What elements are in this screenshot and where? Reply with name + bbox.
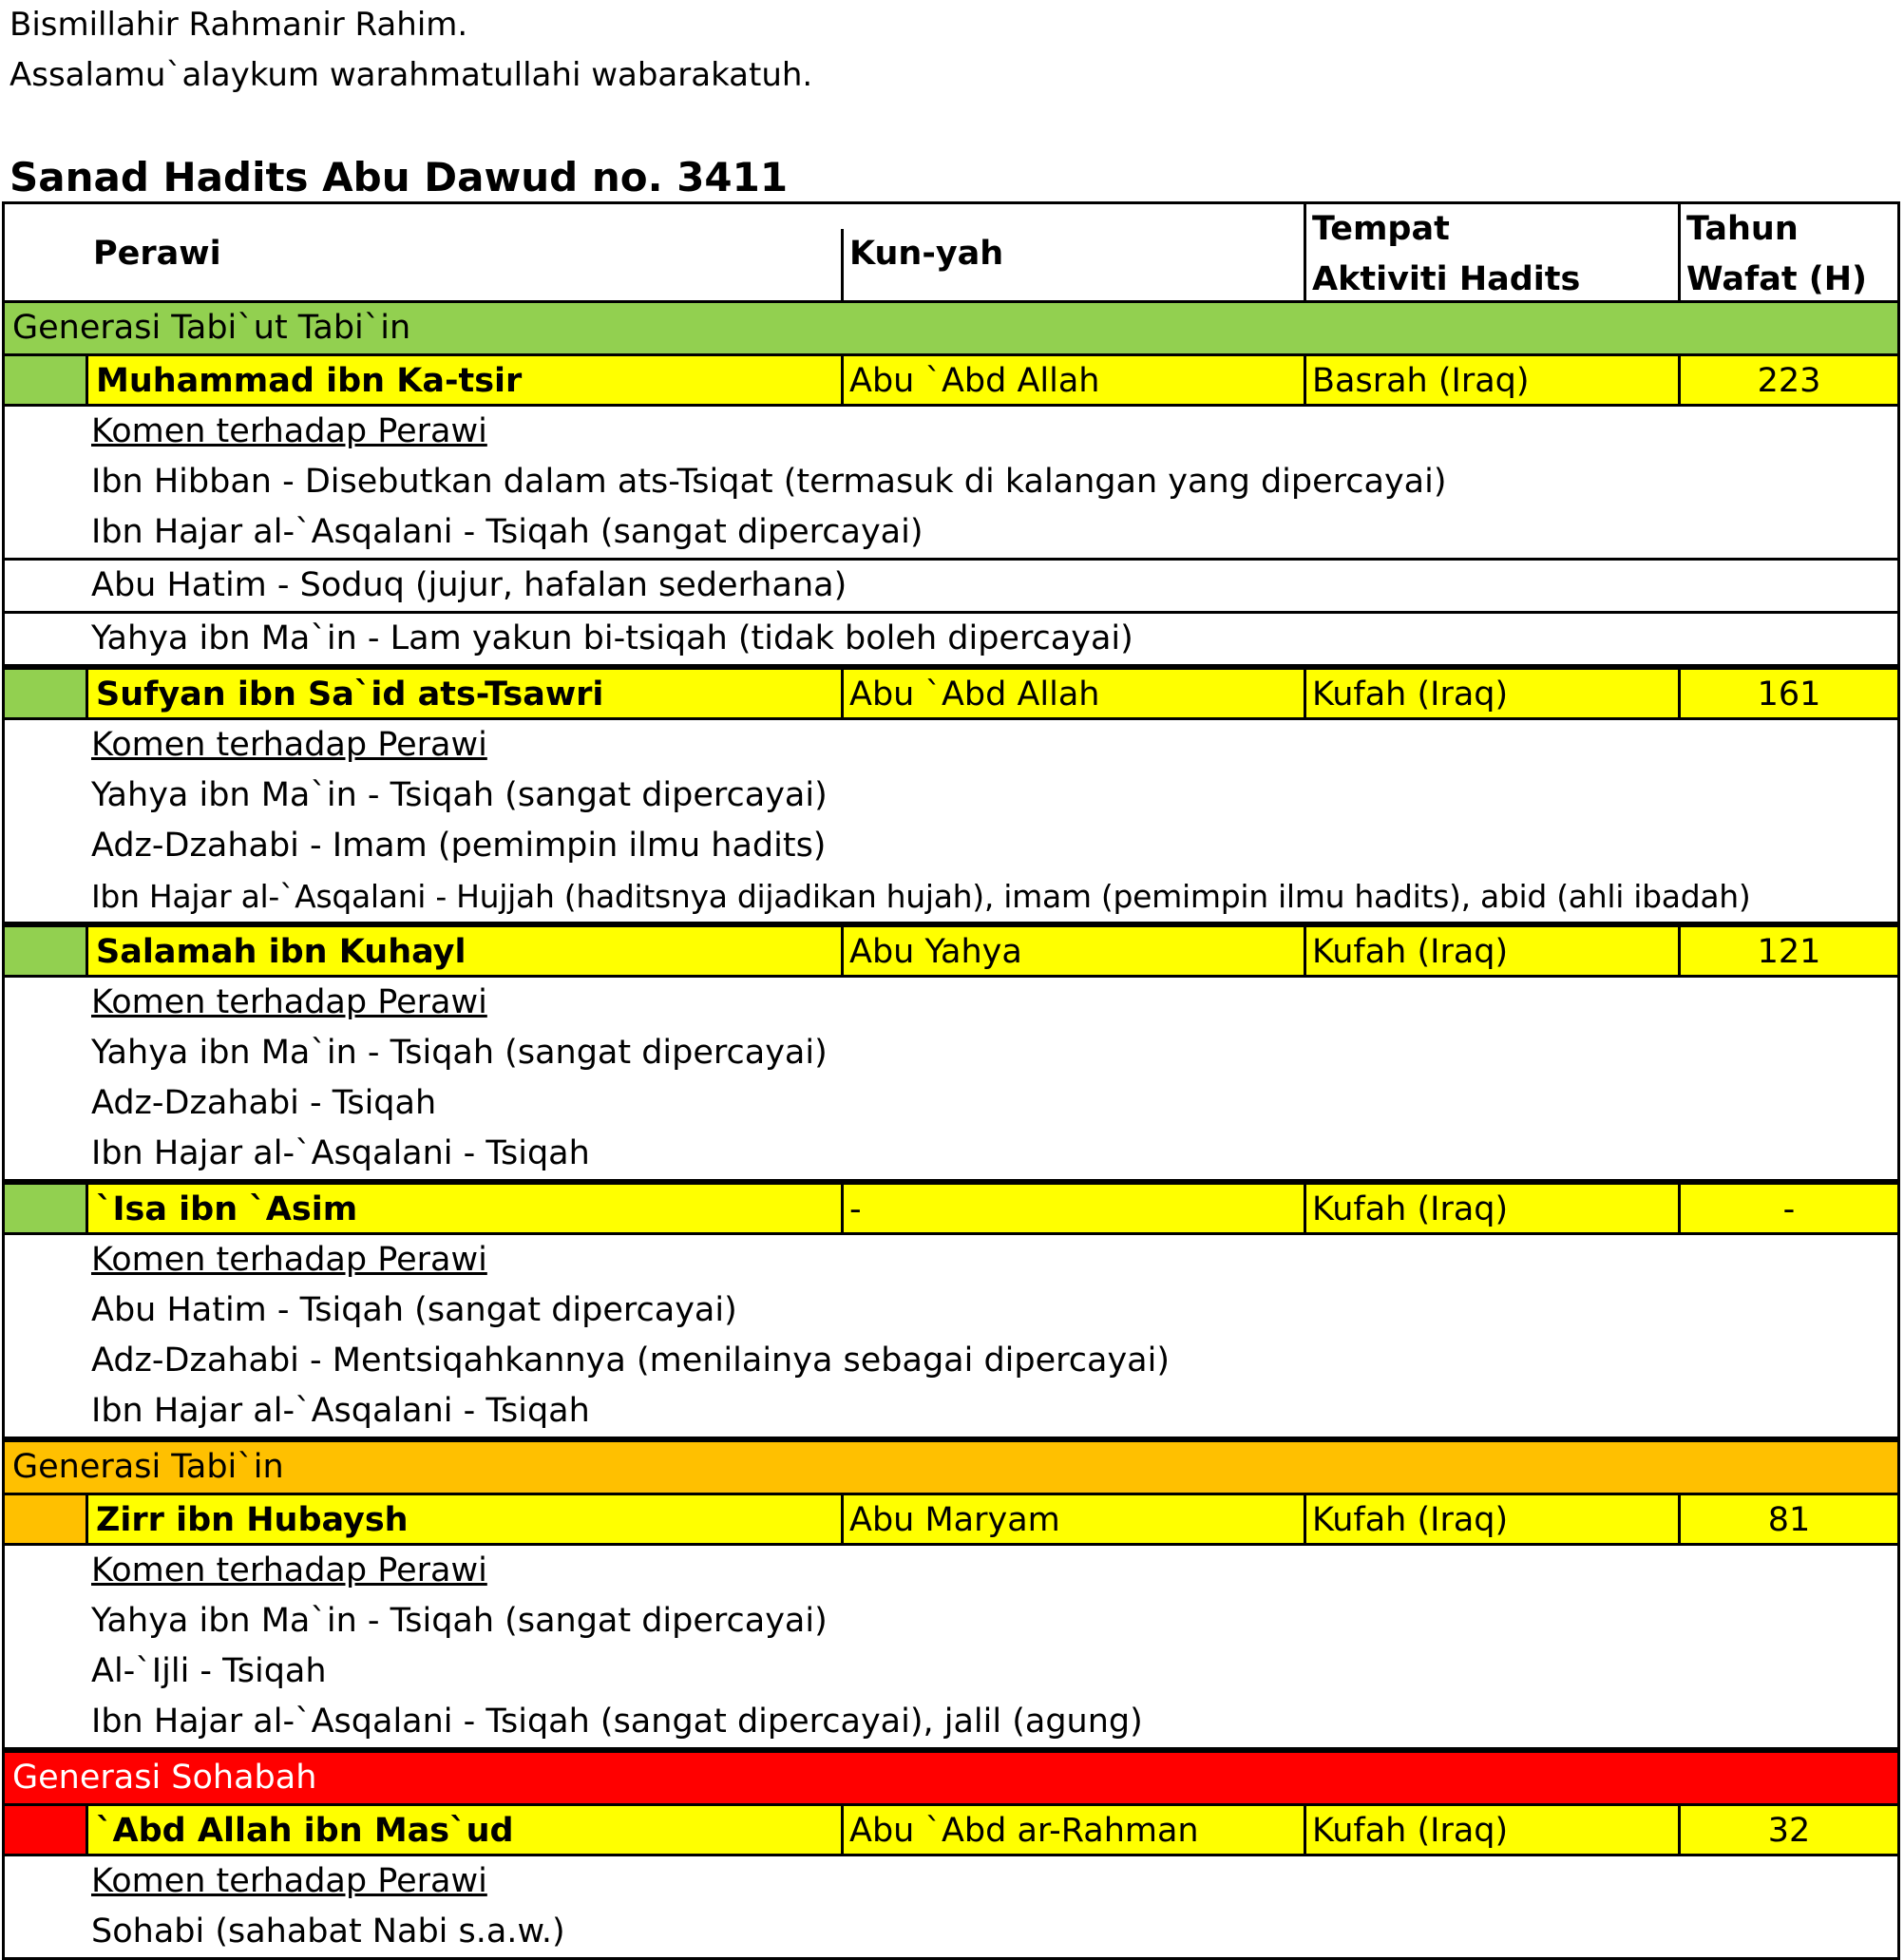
narrator-kunyah: Abu `Abd Allah	[841, 670, 1304, 717]
comment-line: Yahya ibn Ma`in - Lam yakun bi-tsiqah (tidak boleh dipercayai)	[5, 611, 1897, 664]
narrator-place: Basrah (Iraq)	[1304, 356, 1678, 404]
header-tempat-line1: Tempat	[1312, 210, 1450, 248]
comment-line: Yahya ibn Ma`in - Tsiqah (sangat dipercayai)	[91, 1602, 828, 1640]
narrator-name: Muhammad ibn Ka-tsir	[86, 356, 841, 404]
narrator-comments	[5, 720, 1897, 927]
narrator-row	[5, 1185, 1897, 1235]
narrator-year: 32	[1678, 1806, 1897, 1854]
narrator-kunyah: Abu `Abd Allah	[841, 356, 1304, 404]
narrator-kunyah: Abu Yahya	[841, 927, 1304, 975]
generation-marker	[5, 670, 86, 717]
comment-line: Ibn Hajar al-`Asqalani - Hujjah (haditsnya dijadikan hujah), imam (pemimpin ilmu hadits), abid (ahli ibadah)	[91, 878, 1751, 915]
comment-heading: Komen terhadap Perawi	[91, 1862, 487, 1900]
narrator-row	[5, 1495, 1897, 1546]
greeting-line-1: Bismillahir Rahmanir Rahim.	[10, 6, 468, 44]
generation-sohabah: Generasi Sohabah	[5, 1753, 1897, 1806]
header-tahun-line1: Tahun	[1686, 210, 1799, 248]
generation-marker	[5, 1185, 86, 1232]
narrator-year: 121	[1678, 927, 1897, 975]
narrator-name: `Isa ibn `Asim	[86, 1185, 841, 1232]
comment-heading: Komen terhadap Perawi	[91, 412, 487, 450]
header-tahun-line2: Wafat (H)	[1686, 260, 1868, 298]
narrator-place: Kufah (Iraq)	[1304, 927, 1678, 975]
comment-line: Yahya ibn Ma`in - Tsiqah (sangat dipercayai)	[91, 1034, 828, 1072]
comment-line: Ibn Hajar al-`Asqalani - Tsiqah (sangat dipercayai)	[91, 513, 923, 551]
sanad-table	[2, 201, 1900, 1960]
narrator-name: `Abd Allah ibn Mas`ud	[86, 1806, 841, 1854]
narrator-place: Kufah (Iraq)	[1304, 1495, 1678, 1543]
generation-marker	[5, 1495, 86, 1543]
narrator-row	[5, 927, 1897, 978]
generation-marker	[5, 356, 86, 404]
generation-marker	[5, 1806, 86, 1854]
header-tahun	[1678, 204, 1897, 300]
comment-line: Abu Hatim - Tsiqah (sangat dipercayai)	[91, 1291, 737, 1329]
narrator-name: Zirr ibn Hubaysh	[86, 1495, 841, 1543]
narrator-kunyah: Abu Maryam	[841, 1495, 1304, 1543]
comment-heading: Komen terhadap Perawi	[91, 983, 487, 1021]
table-header	[5, 204, 1897, 303]
comment-line: Al-`Ijli - Tsiqah	[91, 1652, 327, 1690]
header-tempat-line2: Aktiviti Hadits	[1312, 260, 1581, 298]
comment-line: Ibn Hajar al-`Asqalani - Tsiqah	[91, 1134, 590, 1172]
narrator-comments	[5, 978, 1897, 1185]
comment-line: Ibn Hajar al-`Asqalani - Tsiqah	[91, 1392, 590, 1430]
narrator-comments	[5, 1546, 1897, 1753]
generation-tabiut-tabiin: Generasi Tabi`ut Tabi`in	[5, 303, 1897, 356]
comment-line: Sohabi (sahabat Nabi s.a.w.)	[91, 1912, 565, 1950]
header-tempat	[1304, 204, 1678, 300]
header-perawi: Perawi	[93, 235, 221, 273]
narrator-kunyah: Abu `Abd ar-Rahman	[841, 1806, 1304, 1854]
comment-line: Adz-Dzahabi - Mentsiqahkannya (menilainya sebagai dipercayai)	[91, 1342, 1171, 1380]
narrator-kunyah: -	[841, 1185, 1304, 1232]
narrator-comments	[5, 407, 1897, 670]
comment-line: Ibn Hibban - Disebutkan dalam ats-Tsiqat (termasuk di kalangan yang dipercayai)	[91, 463, 1447, 501]
comment-heading: Komen terhadap Perawi	[91, 726, 487, 764]
narrator-year: -	[1678, 1185, 1897, 1232]
narrator-row	[5, 670, 1897, 720]
header-kunyah: Kun-yah	[841, 229, 1304, 300]
narrator-place: Kufah (Iraq)	[1304, 1806, 1678, 1854]
narrator-place: Kufah (Iraq)	[1304, 1185, 1678, 1232]
comment-line: Abu Hatim - Soduq (jujur, hafalan sederhana)	[5, 558, 1897, 611]
narrator-year: 223	[1678, 356, 1897, 404]
comment-line: Ibn Hajar al-`Asqalani - Tsiqah (sangat dipercayai), jalil (agung)	[91, 1703, 1143, 1741]
narrator-row	[5, 356, 1897, 407]
narrator-comments	[5, 1856, 1897, 1957]
comment-heading: Komen terhadap Perawi	[91, 1551, 487, 1589]
narrator-year: 161	[1678, 670, 1897, 717]
narrator-row	[5, 1806, 1897, 1856]
comment-line: Adz-Dzahabi - Tsiqah	[91, 1084, 437, 1122]
page-title: Sanad Hadits Abu Dawud no. 3411	[10, 154, 789, 200]
comment-line: Adz-Dzahabi - Imam (pemimpin ilmu hadits)	[91, 827, 827, 865]
comment-heading: Komen terhadap Perawi	[91, 1241, 487, 1279]
comment-line: Yahya ibn Ma`in - Tsiqah (sangat dipercayai)	[91, 776, 828, 814]
generation-tabiin: Generasi Tabi`in	[5, 1442, 1897, 1495]
narrator-place: Kufah (Iraq)	[1304, 670, 1678, 717]
narrator-comments	[5, 1235, 1897, 1442]
narrator-name: Sufyan ibn Sa`id ats-Tsawri	[86, 670, 841, 717]
generation-marker	[5, 927, 86, 975]
narrator-year: 81	[1678, 1495, 1897, 1543]
greeting-line-2: Assalamu`alaykum warahmatullahi wabarakatuh.	[10, 56, 813, 94]
narrator-name: Salamah ibn Kuhayl	[86, 927, 841, 975]
